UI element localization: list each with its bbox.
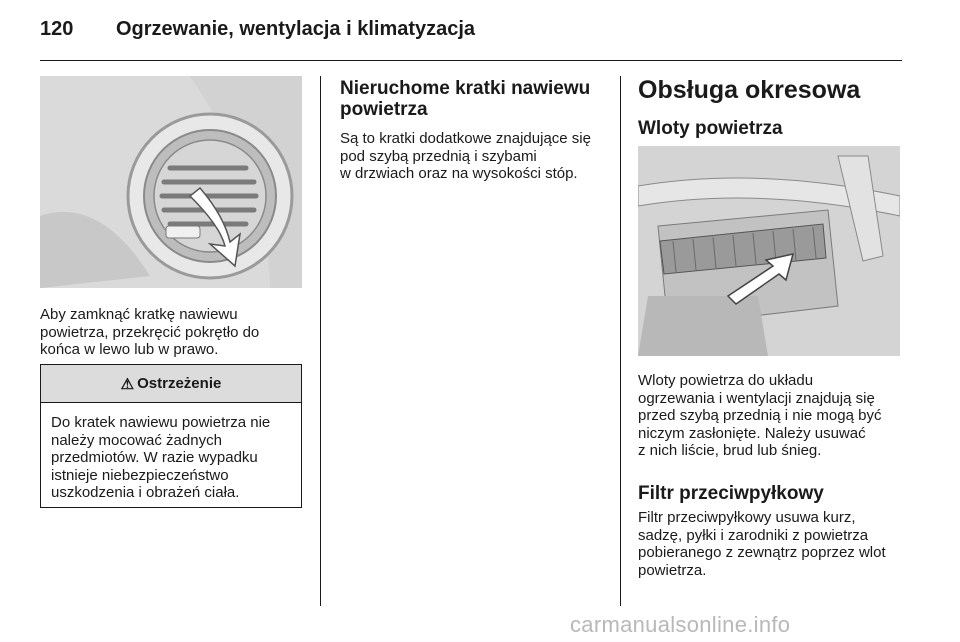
warning-body: [41, 403, 301, 502]
body-line: niczym zasłonięte. Należy usuwać: [638, 424, 866, 442]
column-divider-right: [620, 76, 621, 606]
warning-triangle-icon: ⚠: [120, 375, 135, 393]
vent-caption: [40, 306, 310, 359]
pollen-filter-heading: Filtr przeciwpyłkowy: [638, 483, 824, 504]
column-divider-left: [320, 76, 321, 606]
caption-line: końca w lewo lub w prawo.: [40, 341, 219, 358]
heading-line: Nieruchome kratki nawiewu: [340, 78, 591, 99]
body-line: Są to kratki dodatkowe znajdujące się: [340, 130, 591, 147]
air-inlet-figure: [638, 146, 900, 356]
warning-box: [40, 364, 302, 508]
body-line: pod szybą przednią i szybami: [340, 147, 537, 165]
page-number: 120: [40, 18, 74, 40]
caption-line: powietrza, przekręcić pokrętło do: [40, 323, 260, 341]
pollen-filter-text: [638, 509, 908, 579]
section-title: Obsługa okresowa: [638, 76, 861, 104]
warning-header: [41, 365, 301, 403]
header-rule: [40, 60, 902, 61]
air-vent-figure: [40, 76, 302, 288]
body-line: Filtr przeciwpyłkowy usuwa kurz,: [638, 509, 856, 526]
warning-line: należy mocować żadnych: [51, 431, 222, 449]
chapter-title: Ogrzewanie, wentylacja i klimatyzacja: [116, 18, 476, 40]
heading-line: powietrza: [340, 99, 428, 120]
body-line: sadzę, pyłki i zarodniki z powietrza: [638, 526, 869, 544]
body-line: z nich liście, brud lub śnieg.: [638, 442, 822, 459]
body-line: przed szybą przednią i nie mogą być: [638, 407, 882, 424]
body-line: powietrza.: [638, 561, 707, 579]
body-line: w drzwiach oraz na wysokości stóp.: [340, 165, 578, 182]
caption-line: Aby zamknąć kratkę nawiewu: [40, 306, 238, 323]
body-line: pobieranego z zewnątrz poprzez wlot: [638, 544, 886, 561]
warning-line: istnieje niebezpieczeństwo: [51, 466, 229, 484]
watermark: carmanualsonline.info: [570, 612, 791, 637]
air-inlets-heading: Wloty powietrza: [638, 118, 783, 139]
fixed-vents-text: [340, 130, 615, 183]
body-line: Wloty powietrza do układu: [638, 372, 814, 389]
warning-line: uszkodzenia i obrażeń ciała.: [51, 484, 240, 501]
warning-line: Do kratek nawiewu powietrza nie: [51, 414, 271, 431]
warning-title: Ostrzeżenie: [137, 375, 222, 392]
fixed-vents-heading: [340, 78, 610, 120]
body-line: ogrzewania i wentylacji znajdują się: [638, 389, 875, 407]
air-inlets-text: [638, 372, 908, 460]
page-header: [40, 18, 920, 48]
warning-line: przedmiotów. W razie wypadku: [51, 449, 258, 466]
